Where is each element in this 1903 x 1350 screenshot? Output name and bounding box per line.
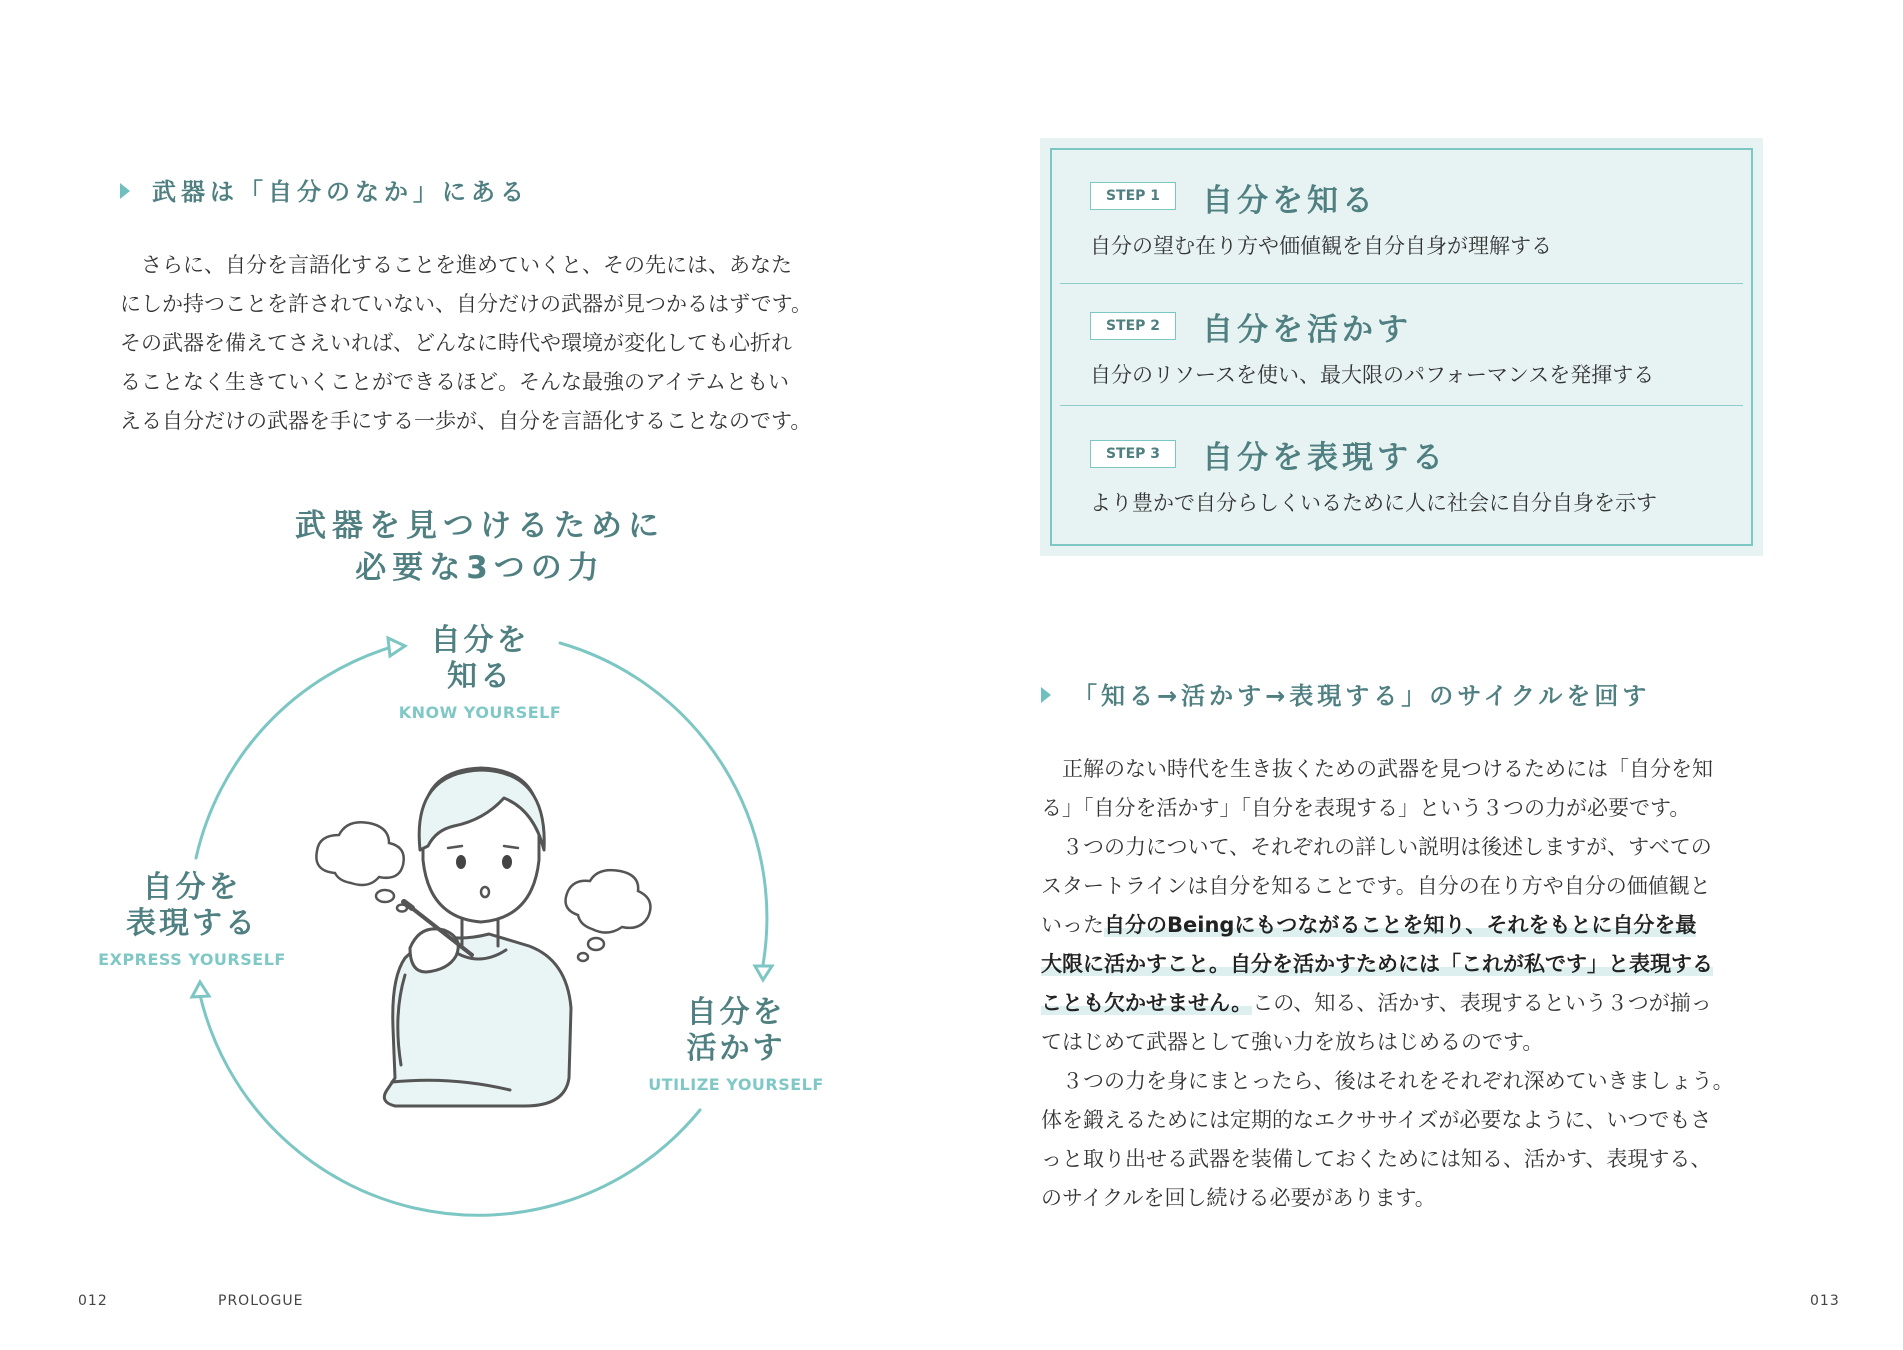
section-heading-text: 武器は「自分のなか」にある bbox=[152, 178, 529, 206]
paragraph-line: さらに、自分を言語化することを進めていくと、その先には、あなた bbox=[120, 253, 792, 277]
right-paragraph bbox=[1041, 750, 1734, 1218]
paragraph-line: スタートラインは自分を知ることです。自分の在り方や自分の価値観と bbox=[1041, 874, 1711, 898]
paragraph-line bbox=[1041, 906, 1734, 945]
paragraph-line: 体を鍛えるためには定期的なエクササイズが必要なように、いつでもさ bbox=[1041, 1108, 1712, 1132]
paragraph-line: っと取り出せる武器を装備しておくためには知る、活かす、表現する、 bbox=[1041, 1147, 1712, 1171]
cycle-arrow-icon bbox=[755, 966, 772, 980]
steps-box bbox=[1040, 138, 1763, 556]
diagram-title bbox=[245, 505, 715, 589]
step-badge: STEP 3 bbox=[1090, 440, 1176, 468]
paragraph-line: ３つの力について、それぞれの詳しい説明は後述しますが、すべての bbox=[1041, 835, 1712, 859]
step-desc: 自分のリソースを使い、最大限のパフォーマンスを発揮する bbox=[1090, 363, 1655, 387]
step-1 bbox=[1052, 150, 1751, 280]
paragraph-line: てはじめて武器として強い力を放ちはじめるのです。 bbox=[1041, 1030, 1544, 1054]
step-desc: より豊かで自分らしくいるために人に社会に自分自身を示す bbox=[1090, 491, 1657, 515]
thinking-person-illustration bbox=[384, 768, 571, 1106]
node-utilize-jp-line1: 自分を bbox=[686, 995, 786, 1030]
left-paragraph bbox=[120, 246, 812, 441]
paragraph-line: のサイクルを回し続ける必要があります。 bbox=[1041, 1186, 1436, 1210]
right-page bbox=[952, 0, 1903, 1350]
diagram-title-line1: 武器を見つけるために bbox=[295, 508, 665, 544]
paragraph-line: ３つの力を身にまとったら、後はそれをそれぞれ深めていきましょう。 bbox=[1041, 1069, 1734, 1093]
paragraph-line: その武器を備えてさえいれば、どんなに時代や環境が変化しても心折れ bbox=[120, 331, 792, 355]
paragraph-line bbox=[1041, 945, 1734, 984]
step-badge: STEP 1 bbox=[1090, 182, 1176, 210]
thought-bubble-icon bbox=[566, 870, 651, 961]
page-number-left: 012 bbox=[78, 1293, 108, 1309]
step-title: 自分を表現する bbox=[1202, 440, 1447, 476]
node-express-en: EXPRESS YOURSELF bbox=[98, 950, 286, 969]
plain-text: いった bbox=[1041, 913, 1104, 937]
step-title: 自分を知る bbox=[1202, 183, 1377, 219]
section-heading-text: 「知る→活かす→表現する」のサイクルを回す bbox=[1073, 682, 1651, 710]
node-utilize-en: UTILIZE YOURSELF bbox=[648, 1075, 824, 1094]
paragraph-line: 正解のない時代を生き抜くための武器を見つけるためには「自分を知 bbox=[1041, 757, 1713, 781]
node-know-en: KNOW YOURSELF bbox=[398, 703, 562, 722]
step-badge: STEP 2 bbox=[1090, 312, 1176, 340]
steps-frame bbox=[1050, 148, 1753, 546]
left-page bbox=[0, 0, 951, 1350]
section-heading-weapon-within bbox=[120, 172, 529, 207]
paragraph-line: える自分だけの武器を手にする一歩が、自分を言語化することなのです。 bbox=[120, 409, 812, 433]
node-utilize-jp-line2: 活かす bbox=[686, 1031, 786, 1066]
node-know-jp-line1: 自分を bbox=[430, 623, 530, 658]
step-3 bbox=[1052, 405, 1751, 545]
step-desc: 自分の望む在り方や価値観を自分自身が理解する bbox=[1090, 234, 1552, 258]
paragraph-line bbox=[1041, 984, 1734, 1023]
step-2 bbox=[1052, 283, 1751, 405]
node-utilize bbox=[636, 995, 836, 1094]
triangle-bullet-icon bbox=[1041, 687, 1051, 703]
triangle-bullet-icon bbox=[120, 183, 130, 199]
highlighted-text: 大限に活かすこと。自分を活かすためには「これが私です」と表現する bbox=[1041, 952, 1713, 976]
highlighted-text: ことも欠かせません。 bbox=[1041, 991, 1253, 1015]
section-heading-cycle bbox=[1041, 676, 1650, 711]
diagram-title-line2: 必要な3つの力 bbox=[355, 550, 605, 586]
page-number-right: 013 bbox=[1810, 1293, 1840, 1309]
plain-text: この、知る、活かす、表現するという３つが揃っ bbox=[1252, 991, 1712, 1015]
paragraph-line: にしか持つことを許されていない、自分だけの武器が見つかるはずです。 bbox=[120, 292, 812, 316]
highlighted-text: 自分のBeingにもつながることを知り、それをもとに自分を最 bbox=[1104, 913, 1697, 937]
paragraph-line: ることなく生きていくことができるほど。そんな最強のアイテムともい bbox=[120, 370, 790, 394]
node-express bbox=[92, 870, 292, 969]
step-title: 自分を活かす bbox=[1202, 312, 1412, 348]
node-know bbox=[395, 623, 565, 722]
cycle-arrow-icon bbox=[192, 982, 209, 997]
thought-bubble-icon bbox=[316, 822, 407, 911]
node-express-jp-line2: 表現する bbox=[126, 906, 258, 941]
node-express-jp-line1: 自分を bbox=[142, 870, 242, 905]
node-know-jp-line2: 知る bbox=[447, 659, 513, 694]
paragraph-line: る」「自分を活かす」「自分を表現する」という３つの力が必要です。 bbox=[1041, 796, 1691, 820]
running-head: PROLOGUE bbox=[218, 1293, 304, 1309]
